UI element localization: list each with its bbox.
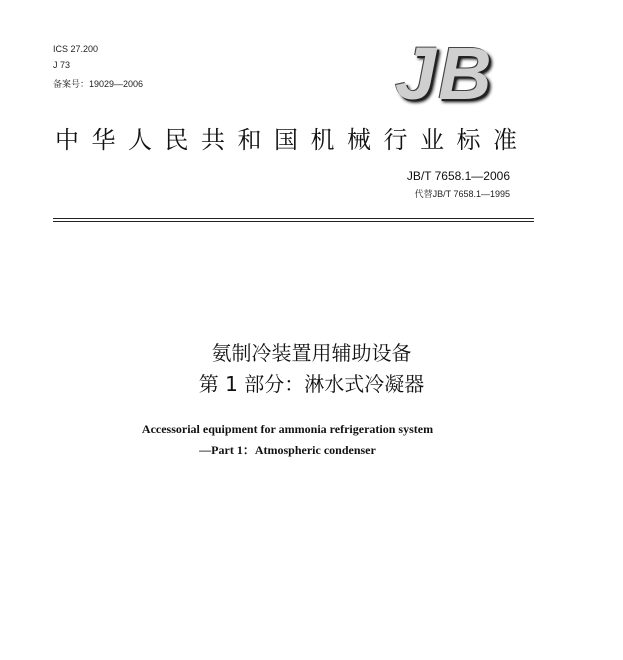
divider-bottom — [53, 221, 534, 222]
document-title-cn-line2: 第 1 部分：淋水式冷凝器 — [198, 372, 425, 396]
standard-title: 中华人民共和国机械行业标准 — [55, 126, 530, 154]
document-title-en-line1: Accessorial equipment for ammonia refrigeration system — [141, 422, 434, 436]
document-title-cn-line1: 氨制冷装置用辅助设备 — [211, 341, 412, 365]
standard-code: JB/T 7658.1—2006 — [406, 169, 510, 183]
replaces-code: 代替JB/T 7658.1—1995 — [414, 189, 510, 199]
classification-code: J 73 — [53, 60, 71, 70]
divider-top — [53, 218, 534, 219]
ics-code: ICS 27.200 — [53, 44, 99, 54]
document-title-en-line2: —Part 1：Atmospheric condenser — [199, 443, 376, 457]
record-number: 备案号：19029—2006 — [53, 79, 144, 89]
jb-logo: JB — [395, 32, 494, 115]
